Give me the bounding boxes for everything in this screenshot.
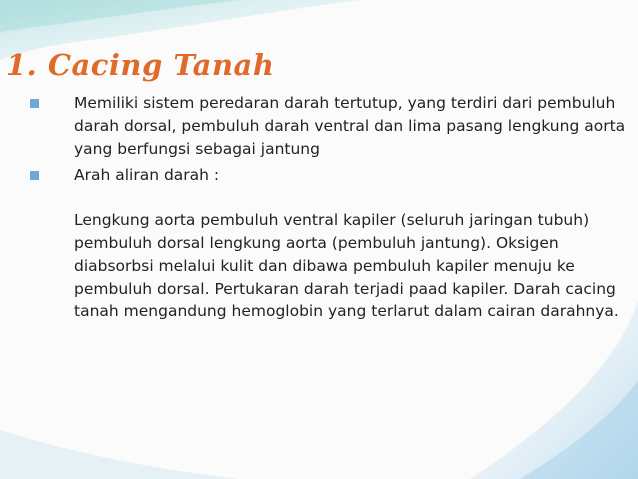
square-bullet-icon bbox=[30, 171, 39, 180]
bullet-text: Arah aliran darah : bbox=[74, 166, 220, 185]
slide-title: 1. Cacing Tanah bbox=[6, 48, 275, 82]
bullet-item bbox=[30, 92, 630, 160]
slide-content bbox=[30, 92, 630, 323]
bottom-left-wave bbox=[0, 430, 240, 479]
explanation-paragraph: Lengkung aorta pembuluh ventral kapiler (seluruh jaringan tubuh) pembuluh dorsal lengkung aorta (pembuluh jantung). Oksigen diabsorbsi melalui kulit dan dibawa pembuluh kapiler menuju ke pembuluh dorsal. Pertukaran darah terjadi paad kapiler. Darah cacing tanah mengandung hemoglobin yang terlarut dalam cairan darahnya. bbox=[74, 211, 619, 321]
bullet-item bbox=[30, 164, 630, 187]
square-bullet-icon bbox=[30, 99, 39, 108]
bullet-text: Memiliki sistem peredaran darah tertutup, yang terdiri dari pembuluh darah dorsal, pembuluh darah ventral dan lima pasang lengkung aorta yang berfungsi sebagai jantung bbox=[74, 94, 626, 158]
